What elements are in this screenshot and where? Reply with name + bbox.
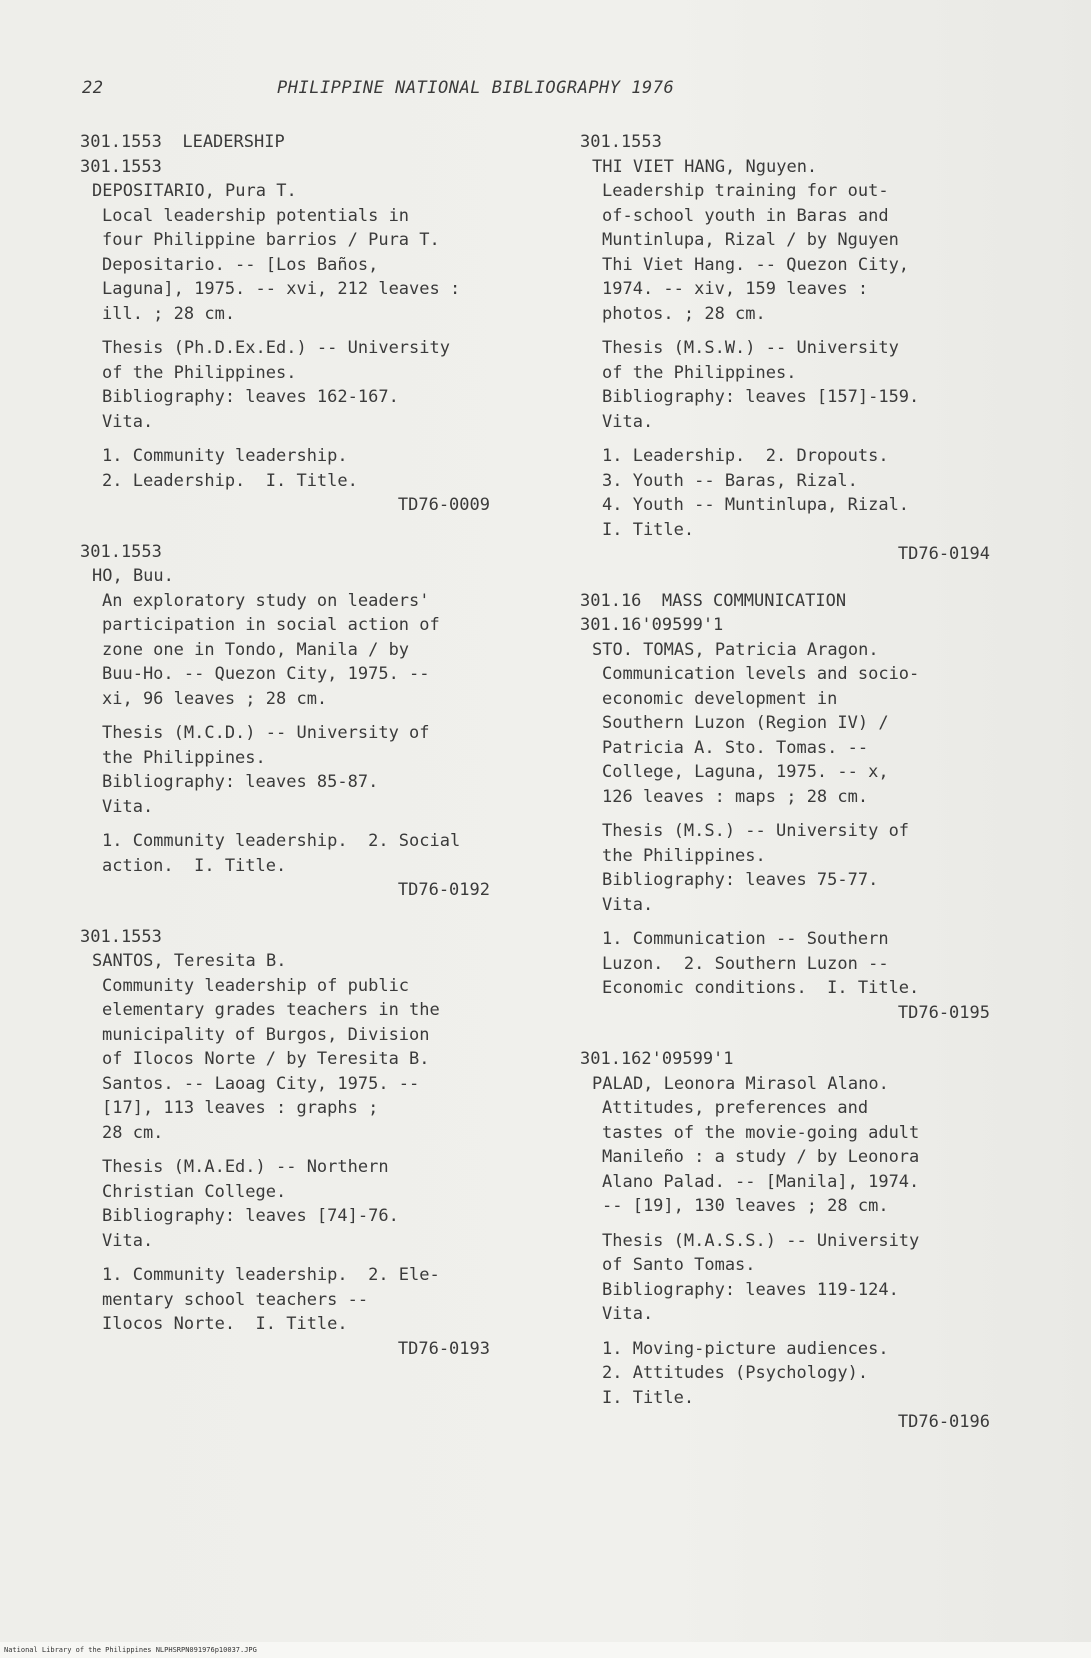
- entry-notes: [602, 336, 1050, 434]
- subject-line: 4. Youth -- Muntinlupa, Rizal.: [602, 495, 910, 515]
- entry-description: [602, 1096, 1050, 1219]
- subject-line: 2. Leadership. I. Title.: [102, 470, 358, 491]
- note-line: Vita.: [602, 411, 654, 432]
- entry-body: [592, 638, 1050, 1026]
- description-line: An exploratory study on leaders': [102, 590, 430, 611]
- entry-id: TD76-0196: [897, 1412, 990, 1432]
- class-heading: 301.16 MASS COMMUNICATION: [580, 590, 847, 611]
- description-line: of Ilocos Norte / by Teresita B.: [102, 1049, 430, 1069]
- subject-line: mentary school teachers --: [102, 1289, 369, 1310]
- description-line: 1974. -- xiv, 159 leaves :: [602, 279, 869, 299]
- page-number: 22: [82, 78, 104, 98]
- description-line: [17], 113 leaves : graphs ;: [102, 1098, 379, 1118]
- description-line: Leadership training for out-: [602, 181, 889, 201]
- entry-subjects: [102, 444, 550, 493]
- subject-line: 3. Youth -- Baras, Rizal.: [602, 470, 858, 491]
- entry-author: HO, Buu.: [92, 566, 174, 586]
- note-line: Thesis (M.A.S.S.) -- University: [602, 1230, 920, 1251]
- note-line: Bibliography: leaves 119-124.: [602, 1279, 899, 1300]
- note-line: Thesis (Ph.D.Ex.Ed.) -- University: [102, 338, 450, 358]
- note-line: Vita.: [602, 894, 654, 915]
- subject-line: I. Title.: [602, 519, 695, 540]
- class-heading: 301.1553 LEADERSHIP: [80, 132, 285, 152]
- catalog-entry: [580, 1047, 1050, 1435]
- entry-id: TD76-0193: [397, 1338, 490, 1359]
- subject-line: Economic conditions. I. Title.: [602, 978, 920, 998]
- left-column: [80, 130, 550, 1383]
- description-line: elementary grades teachers in the: [102, 1000, 440, 1020]
- entry-notes: [602, 819, 1050, 917]
- subject-line: 1. Moving-picture audiences.: [602, 1338, 889, 1359]
- entry-author: STO. TOMAS, Patricia Aragon.: [592, 639, 879, 660]
- entry-author: DEPOSITARIO, Pura T.: [92, 181, 297, 201]
- entry-author: PALAD, Leonora Mirasol Alano.: [592, 1073, 889, 1094]
- entry-subjects: [102, 829, 550, 878]
- entry-body: [92, 564, 550, 903]
- subject-line: 1. Communication -- Southern: [602, 929, 889, 949]
- entry-notes: [102, 336, 550, 434]
- subject-line: I. Title.: [602, 1387, 695, 1408]
- entry-description: [102, 589, 550, 712]
- description-line: Alano Palad. -- [Manila], 1974.: [602, 1171, 920, 1192]
- scan-footer: National Library of the Philippines NLPHSRPN091976p10037.JPG: [0, 1642, 1091, 1658]
- note-line: Bibliography: leaves [74]-76.: [102, 1206, 399, 1226]
- entry-body: [592, 1072, 1050, 1435]
- description-line: -- [19], 130 leaves ; 28 cm.: [602, 1196, 889, 1216]
- description-line: College, Laguna, 1975. -- x,: [602, 762, 889, 782]
- note-line: of Santo Tomas.: [602, 1255, 756, 1275]
- entry-description: [602, 662, 1050, 809]
- subject-line: Ilocos Norte. I. Title.: [102, 1314, 348, 1334]
- description-line: Communication levels and socio-: [602, 664, 920, 684]
- note-line: the Philippines.: [602, 845, 766, 866]
- entry-author: SANTOS, Teresita B.: [92, 951, 287, 971]
- note-line: Thesis (M.A.Ed.) -- Northern: [102, 1157, 389, 1177]
- running-title: PHILIPPINE NATIONAL BIBLIOGRAPHY 1976: [277, 78, 675, 98]
- note-line: the Philippines.: [102, 747, 266, 768]
- note-line: Vita.: [102, 411, 154, 432]
- description-line: Patricia A. Sto. Tomas. --: [602, 737, 869, 758]
- description-line: Manileño : a study / by Leonora: [602, 1147, 920, 1167]
- description-line: photos. ; 28 cm.: [602, 303, 766, 324]
- description-line: Depositario. -- [Los Baños,: [102, 254, 379, 275]
- description-line: Laguna], 1975. -- xvi, 212 leaves :: [102, 279, 461, 299]
- note-line: Bibliography: leaves 85-87.: [102, 772, 379, 792]
- description-line: Buu-Ho. -- Quezon City, 1975. --: [102, 664, 430, 684]
- catalog-entry: [80, 130, 550, 518]
- note-line: Thesis (M.C.D.) -- University of: [102, 723, 430, 743]
- entry-notes: [102, 1155, 550, 1253]
- description-line: 126 leaves : maps ; 28 cm.: [602, 786, 869, 807]
- description-line: four Philippine barrios / Pura T.: [102, 230, 440, 250]
- description-line: municipality of Burgos, Division: [102, 1024, 430, 1045]
- entry-description: [102, 974, 550, 1146]
- description-line: Muntinlupa, Rizal / by Nguyen: [602, 230, 899, 250]
- entry-subjects: [602, 927, 1050, 1001]
- subject-line: Luzon. 2. Southern Luzon --: [602, 953, 889, 974]
- description-line: ill. ; 28 cm.: [102, 303, 236, 324]
- subject-line: 1. Community leadership.: [102, 446, 348, 466]
- class-heading: 301.1553: [580, 132, 662, 152]
- note-line: Vita.: [102, 1230, 154, 1251]
- note-line: Thesis (M.S.) -- University of: [602, 821, 910, 841]
- description-line: Attitudes, preferences and: [602, 1098, 869, 1118]
- note-line: Bibliography: leaves 162-167.: [102, 387, 399, 407]
- description-line: xi, 96 leaves ; 28 cm.: [102, 688, 328, 709]
- catalog-entry: [80, 925, 550, 1362]
- entry-description: [602, 179, 1050, 326]
- note-line: Vita.: [602, 1304, 654, 1324]
- entry-author: THI VIET HANG, Nguyen.: [592, 156, 818, 177]
- note-line: of the Philippines.: [102, 362, 297, 383]
- class-heading: 301.162'09599'1: [580, 1049, 734, 1069]
- class-heading: 301.1553: [80, 541, 162, 562]
- entry-notes: [602, 1229, 1050, 1327]
- description-line: Santos. -- Laoag City, 1975. --: [102, 1073, 420, 1094]
- note-line: Bibliography: leaves [157]-159.: [602, 387, 920, 407]
- description-line: tastes of the movie-going adult: [602, 1122, 920, 1143]
- subject-line: action. I. Title.: [102, 855, 287, 876]
- entry-subjects: [102, 1263, 550, 1337]
- class-heading: 301.1553: [80, 926, 162, 947]
- note-line: Vita.: [102, 796, 154, 817]
- description-line: 28 cm.: [102, 1122, 164, 1143]
- subject-line: 1. Leadership. 2. Dropouts.: [602, 446, 889, 466]
- subject-line: 2. Attitudes (Psychology).: [602, 1363, 869, 1383]
- note-line: Christian College.: [102, 1181, 287, 1202]
- note-line: of the Philippines.: [602, 362, 797, 383]
- note-line: Bibliography: leaves 75-77.: [602, 870, 879, 890]
- class-heading: 301.16'09599'1: [580, 615, 724, 635]
- entry-body: [92, 179, 550, 518]
- entry-notes: [102, 721, 550, 819]
- entry-id: TD76-0009: [397, 495, 490, 515]
- description-line: Southern Luzon (Region IV) /: [602, 713, 889, 733]
- entry-id: TD76-0195: [897, 1002, 990, 1023]
- entry-body: [592, 155, 1050, 567]
- description-line: economic development in: [602, 688, 838, 709]
- subject-line: 1. Community leadership. 2. Social: [102, 831, 461, 851]
- description-line: Community leadership of public: [102, 975, 410, 996]
- note-line: Thesis (M.S.W.) -- University: [602, 338, 899, 358]
- entry-body: [92, 949, 550, 1361]
- description-line: Local leadership potentials in: [102, 205, 410, 226]
- description-line: of-school youth in Baras and: [602, 205, 889, 226]
- catalog-entry: [580, 589, 1050, 1026]
- catalog-entry: [80, 540, 550, 903]
- description-line: Thi Viet Hang. -- Quezon City,: [602, 254, 910, 275]
- right-column: [580, 130, 1050, 1457]
- description-line: zone one in Tondo, Manila / by: [102, 639, 410, 660]
- class-heading: 301.1553: [80, 156, 162, 177]
- entry-subjects: [602, 444, 1050, 542]
- catalog-entry: [580, 130, 1050, 567]
- entry-subjects: [602, 1337, 1050, 1411]
- description-line: participation in social action of: [102, 615, 440, 635]
- entry-id: TD76-0192: [397, 880, 490, 900]
- entry-id: TD76-0194: [897, 544, 990, 564]
- subject-line: 1. Community leadership. 2. Ele-: [102, 1265, 440, 1285]
- entry-description: [102, 204, 550, 327]
